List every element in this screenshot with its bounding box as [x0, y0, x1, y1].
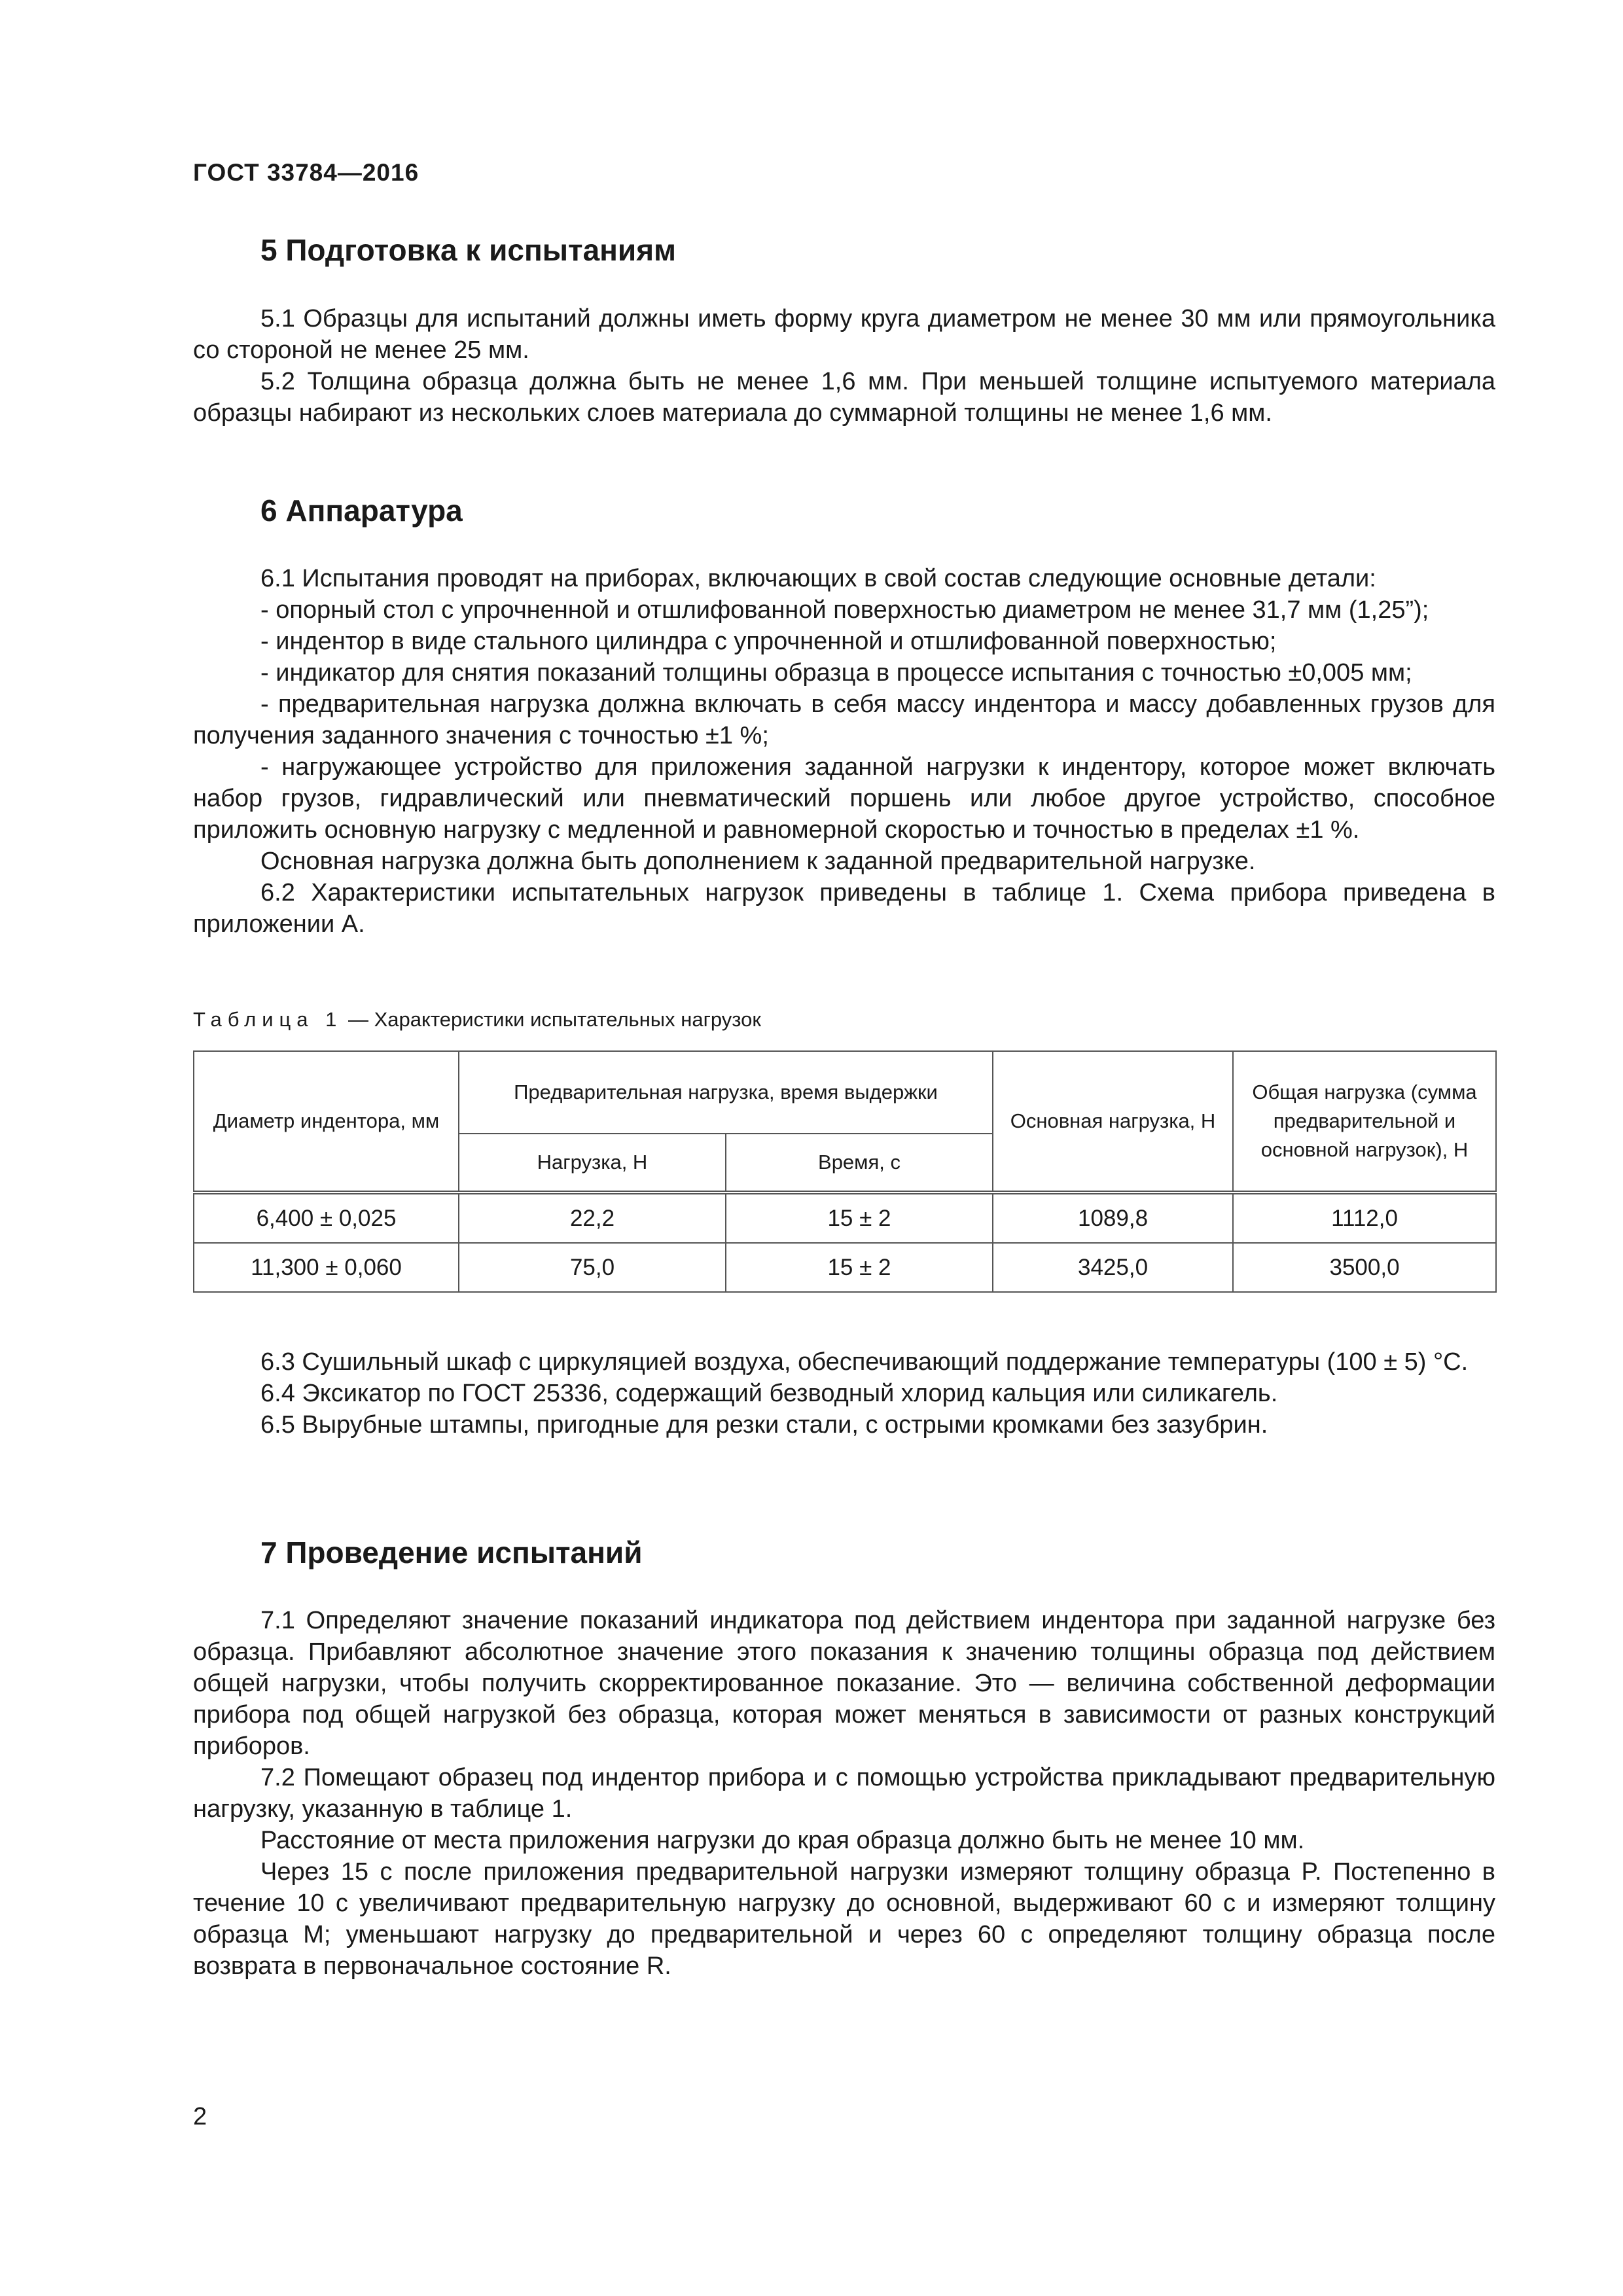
section-6-body	[193, 563, 1495, 940]
section-6-heading: 6 Аппаратура	[260, 493, 463, 528]
cell-diameter: 6,400 ± 0,025	[194, 1193, 459, 1243]
paragraph-6-3: 6.3 Сушильный шкаф с циркуляцией воздуха, обеспечивающий поддержание температуры (100 ± 5) °С.	[260, 1348, 1469, 1376]
paragraph-6-1: 6.1 Испытания проводят на приборах, включающих в свой состав следующие основные детали:	[260, 565, 1376, 592]
list-item-indentor: - индентор в виде стального цилиндра с упрочненной и отшлифованной поверхностью;	[260, 628, 1277, 655]
cell-load: 75,0	[459, 1243, 726, 1292]
paragraph-6-2: 6.2 Характеристики испытательных нагрузок приведены в таблице 1. Схема прибора приведена в приложении А.	[193, 879, 1495, 938]
table-row	[194, 1243, 1496, 1292]
column-header-diameter: Диаметр индентора, мм	[194, 1051, 459, 1193]
paragraph-6-4: 6.4 Эксикатор по ГОСТ 25336, содержащий безводный хлорид кальция или силикагель.	[260, 1380, 1278, 1407]
load-characteristics-table	[193, 1050, 1495, 1293]
column-header-time: Время, с	[726, 1134, 993, 1193]
paragraph-main-load: Основная нагрузка должна быть дополнением к заданной предварительной нагрузке.	[260, 848, 1256, 875]
paragraph-5-1: 5.1 Образцы для испытаний должны иметь форму круга диаметром не менее 30 мм или прямоугольника со стороной не менее 25 мм.	[193, 305, 1495, 364]
cell-main-load: 1089,8	[993, 1193, 1233, 1243]
paragraph-7-2: 7.2 Помещают образец под индентор прибора и с помощью устройства прикладывают предварительную нагрузку, указанную в таблице 1.	[193, 1764, 1495, 1823]
paragraph-7-1: 7.1 Определяют значение показаний индикатора под действием индентора при заданной нагрузке без образца. Прибавляют абсолютное значение этого показания к значению толщины образца под действием общей нагрузки, чтобы получить скорректированное показание. Это — величина собственной деформации прибора под общей нагрузкой без образца, которая может меняться в зависимости от разных конструкций приборов.	[193, 1607, 1495, 1760]
document-code: ГОСТ 33784—2016	[193, 159, 419, 186]
cell-main-load: 3425,0	[993, 1243, 1233, 1292]
cell-load: 22,2	[459, 1193, 726, 1243]
section-5-body	[193, 303, 1495, 429]
cell-diameter: 11,300 ± 0,060	[194, 1243, 459, 1292]
cell-time: 15 ± 2	[726, 1243, 993, 1292]
table-caption-text: — Характеристики испытательных нагрузок	[342, 1008, 761, 1031]
paragraph-5-2: 5.2 Толщина образца должна быть не менее 1,6 мм. При меньшей толщине испытуемого материала образцы набирают из нескольких слоев материала до суммарной толщины не менее 1,6 мм.	[193, 368, 1495, 427]
column-header-preload-group: Предварительная нагрузка, время выдержки	[459, 1051, 993, 1134]
list-item-support-table: - опорный стол с упрочненной и отшлифованной поверхностью диаметром не менее 31,7 мм (1,25”);	[260, 596, 1429, 624]
column-header-total-load: Общая нагрузка (сумма предварительной и основной нагрузок), Н	[1233, 1051, 1496, 1193]
section-7-heading: 7 Проведение испытаний	[260, 1535, 643, 1570]
table-caption	[193, 1008, 761, 1031]
section-5-heading: 5 Подготовка к испытаниям	[260, 233, 677, 267]
list-item-loading-device: - нагружающее устройство для приложения заданной нагрузки к индентору, которое может включать набор грузов, гидравлический или пневматический поршень или любое другое устройство, способное приложить основную нагрузку с медленной и равномерной скоростью и точностью в пределах ±1 %.	[193, 753, 1495, 844]
table-row	[194, 1193, 1496, 1243]
paragraph-measurement: Через 15 с после приложения предварительной нагрузки измеряют толщину образца P. Постепенно в течение 10 с увеличивают предварительную нагрузку до основной, выдерживают 60 с и измеряют толщину образца M; уменьшают нагрузку до предварительной и через 60 с определяют толщину образца после возврата в первоначальное состояние R.	[193, 1858, 1495, 1980]
column-header-load: Нагрузка, Н	[459, 1134, 726, 1193]
section-7-body	[193, 1605, 1495, 1982]
table-caption-label: Таблица 1	[193, 1008, 343, 1031]
cell-time: 15 ± 2	[726, 1193, 993, 1243]
section-6-continued	[193, 1346, 1495, 1441]
list-item-preload: - предварительная нагрузка должна включать в себя массу индентора и массу добавленных грузов для получения заданного значения с точностью ±1 %;	[193, 691, 1495, 749]
cell-total-load: 1112,0	[1233, 1193, 1496, 1243]
page-number: 2	[193, 2103, 207, 2130]
list-item-indicator: - индикатор для снятия показаний толщины образца в процессе испытания с точностью ±0,005 мм;	[260, 659, 1412, 687]
paragraph-6-5: 6.5 Вырубные штампы, пригодные для резки стали, с острыми кромками без зазубрин.	[260, 1411, 1268, 1439]
column-header-main-load: Основная нагрузка, Н	[993, 1051, 1233, 1193]
cell-total-load: 3500,0	[1233, 1243, 1496, 1292]
paragraph-distance: Расстояние от места приложения нагрузки до края образца должно быть не менее 10 мм.	[260, 1827, 1305, 1854]
